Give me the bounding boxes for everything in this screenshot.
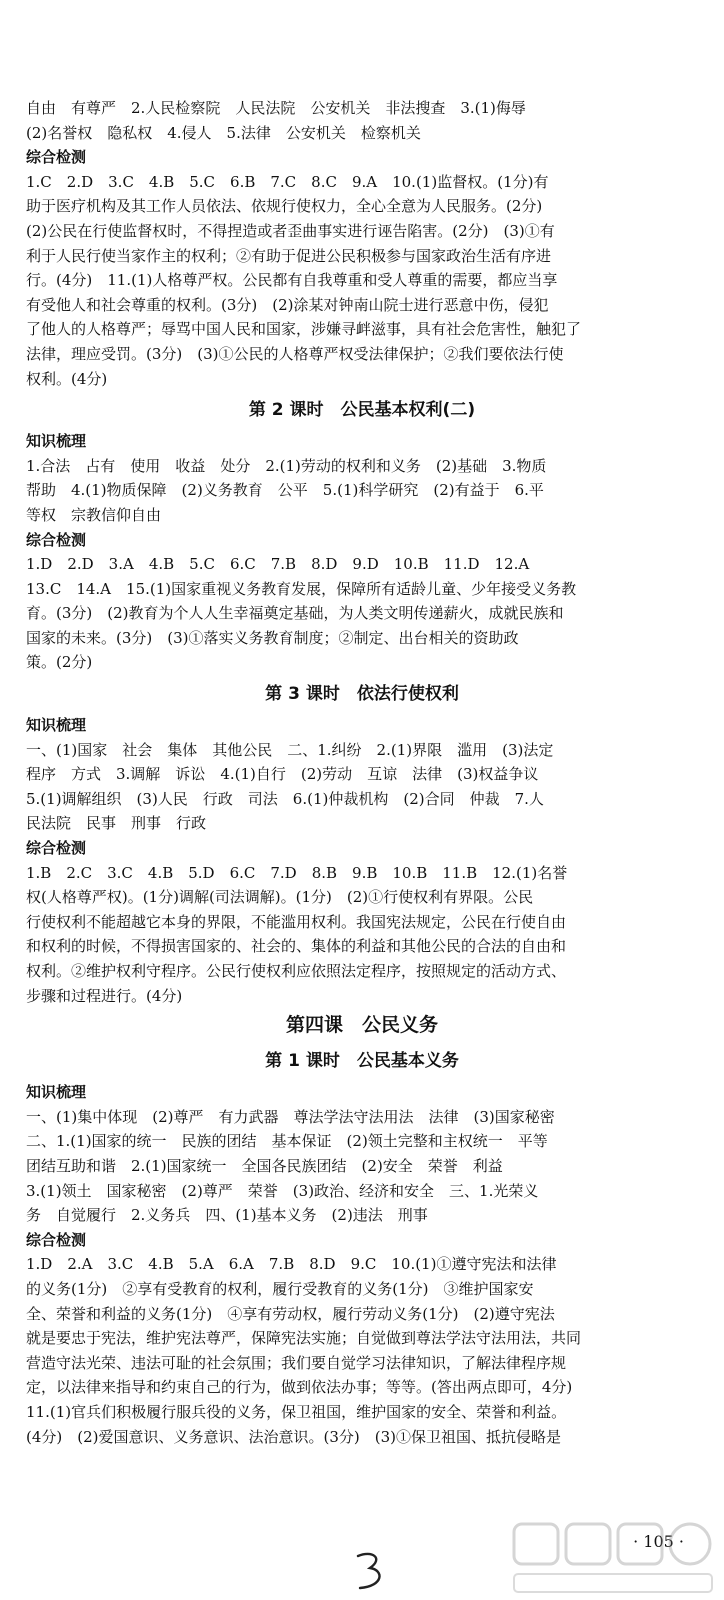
answer-line: 1.C 2.D 3.C 4.B 5.C 6.B 7.C 8.C 9.A 10.(1)监督权。(1分)有	[26, 172, 549, 191]
answer-line: 1.D 2.D 3.A 4.B 5.C 6.C 7.B 8.D 9.D 10.B 11.D 12.A	[26, 555, 530, 574]
handwritten-mark-icon	[350, 1548, 390, 1593]
section-heading: 综合检测	[26, 1230, 87, 1249]
section-heading: 知识梳理	[26, 716, 87, 735]
watermark-logo-icon	[508, 1520, 718, 1598]
answer-line: 行使权利不能超越它本身的界限，不能滥用权利。我国宪法规定，公民在行使自由	[26, 912, 567, 931]
answer-line: 二、1.(1)国家的统一 民族的团结 基本保证 (2)领土完整和主权统一 平等	[26, 1132, 548, 1151]
section-heading: 综合检测	[26, 530, 87, 549]
page-number: · 105 ·	[633, 1532, 684, 1551]
answer-line: 权利。②维护权利守程序。公民行使权利应依照法定程序，按照规定的活动方式、	[26, 962, 567, 980]
answer-line: 1.合法 占有 使用 收益 处分 2.(1)劳动的权利和义务 (2)基础 3.物质	[26, 456, 547, 475]
answer-line: 策。(2分)	[26, 653, 93, 672]
answer-line: 的义务(1分) ②享有受教育的权利，履行受教育的义务(1分) ③维护国家安	[26, 1279, 534, 1298]
answer-line: 育。(3分) (2)教育为个人人生幸福奠定基础，为人类文明传递薪火，成就民族和	[26, 604, 564, 623]
section-heading: 知识梳理	[26, 1083, 87, 1102]
answer-line: (2)公民在行使监督权时，不得捏造或者歪曲事实进行诬告陷害。(2分) (3)①有	[26, 221, 555, 240]
answer-line: 定，以法律来指导和约束自己的行为，做到依法办事；等等。(答出两点即可，4分)	[26, 1378, 573, 1397]
answer-line: 帮助 4.(1)物质保障 (2)义务教育 公平 5.(1)科学研究 (2)有益于 6.平	[26, 481, 544, 500]
answer-line: 11.(1)官兵们积极履行服兵役的义务，保卫祖国，维护国家的安全、荣誉和利益。	[26, 1402, 567, 1421]
answer-line: 有受他人和社会尊重的权利。(3分) (2)涂某对钟南山院士进行恶意中伤，侵犯	[26, 295, 549, 314]
answer-line: 营造守法光荣、违法可耻的社会氛围；我们要自觉学习法律知识，了解法律程序规	[26, 1353, 567, 1372]
answer-line: 一、(1)集中体现 (2)尊严 有力武器 尊法学法守法用法 法律 (3)国家秘密	[26, 1107, 555, 1126]
answer-line: 利于人民行使当家作主的权利；②有助于促进公民积极参与国家政治生活有序进	[26, 246, 552, 265]
lesson-title: 第 3 课时 依法行使权利	[265, 684, 459, 705]
section-heading: 综合检测	[26, 148, 87, 167]
answer-line: 自由 有尊严 2.人民检察院 人民法院 公安机关 非法搜查 3.(1)侮辱	[26, 99, 526, 117]
section-heading: 综合检测	[26, 839, 87, 858]
answer-line: 1.B 2.C 3.C 4.B 5.D 6.C 7.D 8.B 9.B 10.B 11.B 12.(1)名誉	[26, 863, 568, 882]
answer-line: 一、(1)国家 社会 集体 其他公民 二、1.纠纷 2.(1)界限 滥用 (3)法定	[26, 740, 554, 759]
answer-line: 国家的未来。(3分) (3)①落实义务教育制度；②制定、出台相关的资助政	[26, 628, 519, 647]
answer-line: 助于医疗机构及其工作人员依法、依规行使权力，全心全意为人民服务。(2分)	[26, 197, 543, 216]
answer-line: 步骤和过程进行。(4分)	[26, 986, 183, 1005]
chapter-title: 第四课 公民义务	[285, 1014, 438, 1037]
answer-line: 3.(1)领土 国家秘密 (2)尊严 荣誉 (3)政治、经济和安全 三、1.光荣义	[26, 1181, 539, 1200]
answer-line: 团结互助和谐 2.(1)国家统一 全国各民族团结 (2)安全 荣誉 利益	[26, 1156, 503, 1175]
answer-line: 等权 宗教信仰自由	[26, 505, 162, 524]
answer-line: 民法院 民事 刑事 行政	[26, 814, 207, 833]
answer-line: 权(人格尊严权)。(1分)调解(司法调解)。(1分) (2)①行使权利有界限。公民	[26, 888, 534, 907]
answer-line: 法律，理应受罚。(3分) (3)①公民的人格尊严权受法律保护；②我们要依法行使	[26, 344, 564, 363]
answer-line: 13.C 14.A 15.(1)国家重视义务教育发展，保障所有适龄儿童、少年接受义务教	[26, 579, 577, 598]
answer-line: 务 自觉履行 2.义务兵 四、(1)基本义务 (2)违法 刑事	[26, 1206, 428, 1225]
answer-content	[26, 96, 698, 1449]
section-heading: 知识梳理	[26, 432, 87, 451]
answer-line: 就是要忠于宪法，维护宪法尊严，保障宪法实施；自觉做到尊法学法守法用法，共同	[26, 1329, 582, 1348]
answer-line: 程序 方式 3.调解 诉讼 4.(1)自行 (2)劳动 互谅 法律 (3)权益争议	[26, 765, 539, 784]
answer-line: (2)名誉权 隐私权 4.侵人 5.法律 公安机关 检察机关	[26, 123, 421, 142]
lesson-title: 第 2 课时 公民基本权利(二)	[248, 400, 476, 421]
answer-line: (4分) (2)爱国意识、义务意识、法治意识。(3分) (3)①保卫祖国、抵抗侵略是	[26, 1427, 561, 1446]
answer-line: 行。(4分) 11.(1)人格尊严权。公民都有自我尊重和受人尊重的需要，都应当享	[26, 271, 558, 290]
lesson-title: 第 1 课时 公民基本义务	[265, 1051, 459, 1072]
answer-line: 1.D 2.A 3.C 4.B 5.A 6.A 7.B 8.D 9.C 10.(1)①遵守宪法和法律	[26, 1255, 557, 1274]
answer-line: 了他人的人格尊严；辱骂中国人民和国家，涉嫌寻衅滋事，具有社会危害性，触犯了	[26, 320, 582, 339]
answer-line: 和权利的时候，不得损害国家的、社会的、集体的利益和其他公民的合法的自由和	[26, 937, 567, 956]
answer-line: 全、荣誉和利益的义务(1分) ④享有劳动权，履行劳动义务(1分) (2)遵守宪法	[26, 1304, 555, 1323]
answer-line: 5.(1)调解组织 (3)人民 行政 司法 6.(1)仲裁机构 (2)合同 仲裁 7.人	[26, 789, 544, 808]
answer-line: 权利。(4分)	[26, 369, 108, 388]
